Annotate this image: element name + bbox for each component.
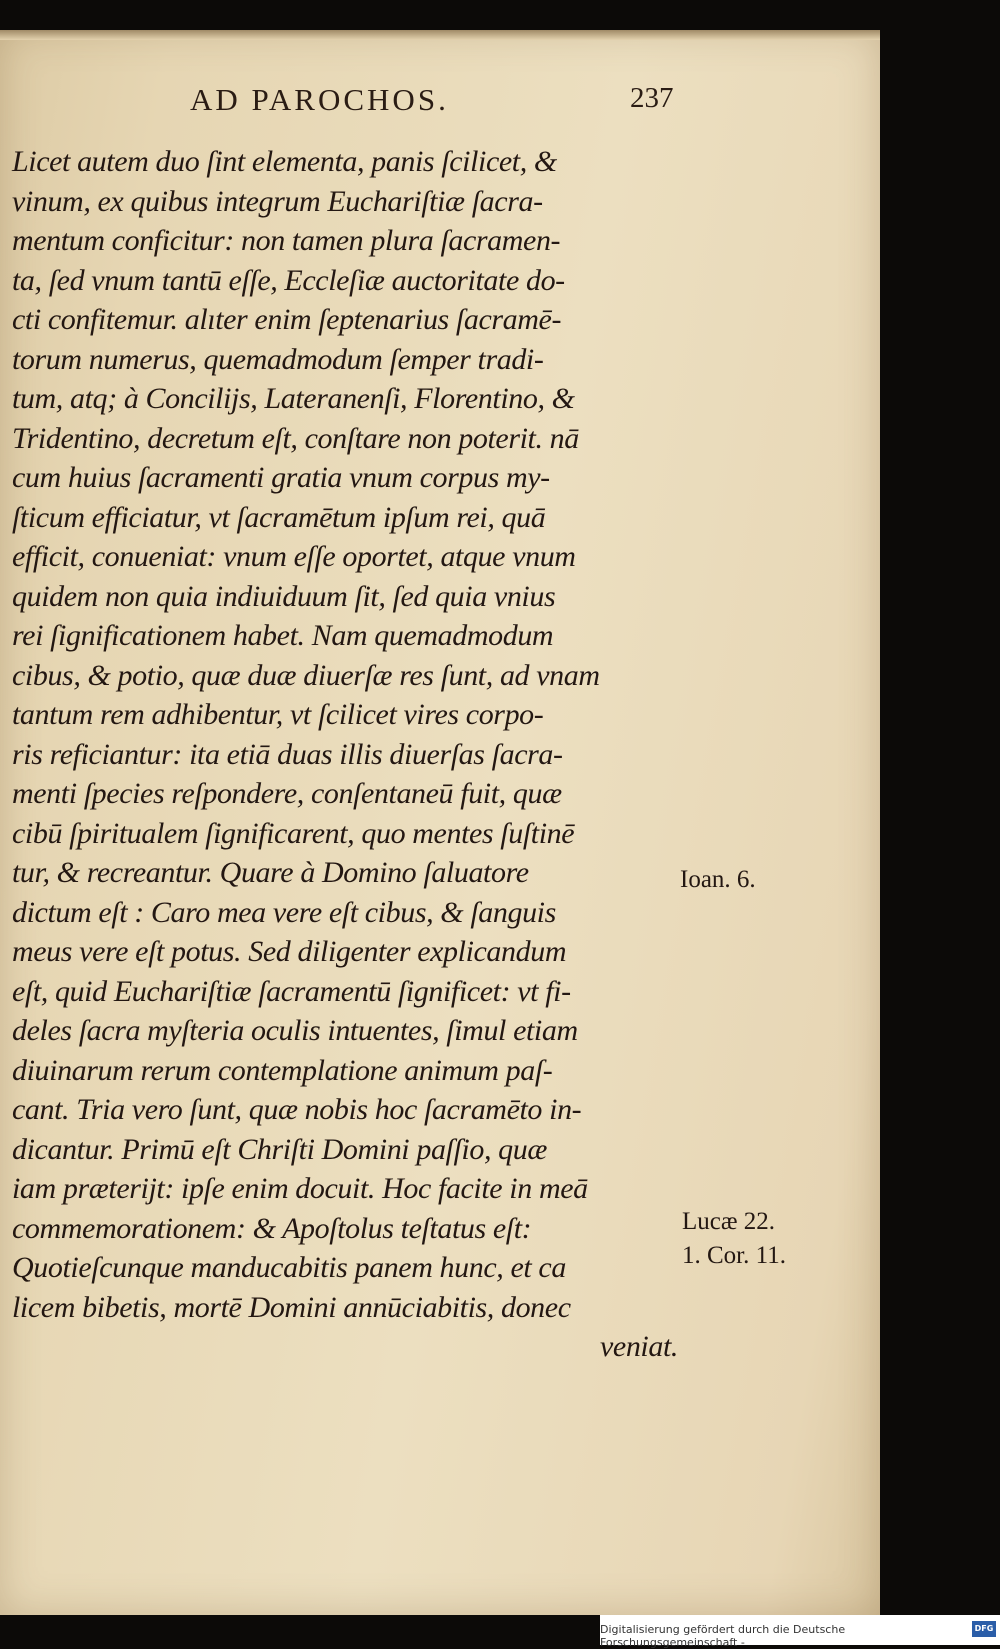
- footer-credit: Digitalisierung gefördert durch die Deutsche Forschungsgemeinschaft -: [600, 1623, 846, 1649]
- text-line: eſt, quid Euchariſtiæ ſacramentū ſignificet: vt fi-: [12, 974, 571, 1008]
- text-line: cum huius ſacramenti gratia vnum corpus my-: [12, 461, 550, 494]
- text-line: dictum eſt : Caro mea vere eſt cibus, & ſanguis: [12, 895, 556, 929]
- digitization-footer: [600, 1615, 1000, 1649]
- text-line: deles ſacra myſteria oculis intuentes, ſimul etiam: [12, 1014, 578, 1047]
- text-line: ta, ſed vnum tantū eſſe, Eccleſiæ auctoritate do-: [12, 263, 565, 297]
- text-line: Tridentino, decretum eſt, conſtare non poterit. nā: [12, 421, 579, 455]
- text-line: Licet autem duo ſint elementa, panis ſcilicet, &: [12, 145, 557, 178]
- text-line: dicantur. Primū eſt Chriſti Domini paſſio, quæ: [12, 1132, 547, 1166]
- margin-note-lucae: Lucæ 22.: [682, 1208, 776, 1235]
- text-line: commemorationem: & Apoſtolus teſtatus eſt:: [12, 1211, 532, 1245]
- text-line: mentum conficitur: non tamen plura ſacramen-: [12, 224, 561, 257]
- text-line: iam præterijt: ipſe enim docuit. Hoc facite in meā: [12, 1172, 588, 1205]
- body-text: [12, 142, 682, 1367]
- text-line: quidem non quia indiuiduum ſit, ſed quia vnius: [12, 579, 556, 613]
- text-line: tur, & recreantur. Quare à Domino ſaluatore: [12, 856, 529, 889]
- dfg-logo: DFG: [972, 1621, 996, 1637]
- margin-note-cor: 1. Cor. 11.: [682, 1242, 786, 1269]
- text-line: ſticum efficiatur, vt ſacramētum ipſum rei, quā: [12, 500, 546, 534]
- running-head: [0, 82, 880, 122]
- text-line: cti confitemur. alıter enim ſeptenarius ſacramē-: [12, 303, 562, 336]
- text-line: efficit, conueniat: vnum eſſe oportet, atque vnum: [12, 540, 576, 573]
- text-line: rei ſignificationem habet. Nam quemadmodum: [12, 619, 554, 652]
- text-line: licem bibetis, mortē Domini annūciabitis, donec: [12, 1290, 571, 1324]
- running-title: AD PAROCHOS.: [190, 82, 449, 117]
- book-page: [0, 30, 880, 1615]
- text-line: Quotieſcunque manducabitis panem hunc, et ca: [12, 1251, 566, 1284]
- text-line: vinum, ex quibus integrum Euchariſtiæ ſacra-: [12, 184, 543, 218]
- text-line: cibū ſpiritualem ſignificarent, quo mentes ſuſtinē: [12, 816, 575, 850]
- text-line: tum, atq; à Concilijs, Lateranenſi, Florentino, &: [12, 382, 575, 415]
- text-line: cibus, & potio, quæ duæ diuerſæ res ſunt, ad vnam: [12, 658, 600, 692]
- text-line: tantum rem adhibentur, vt ſcilicet vires corpo-: [12, 698, 544, 731]
- text-line: ris reficiantur: ita etiā duas illis diuerſas ſacra-: [12, 737, 563, 771]
- text-line: cant. Tria vero ſunt, quæ nobis hoc ſacramēto in-: [12, 1093, 582, 1126]
- text-line: menti ſpecies reſpondere, conſentaneū fuit, quæ: [12, 777, 562, 810]
- text-line: torum numerus, quemadmodum ſemper tradi-: [12, 342, 544, 376]
- margin-note-ioan: Ioan. 6.: [680, 866, 756, 893]
- page-top-edge: [0, 30, 880, 40]
- text-line: meus vere eſt potus. Sed diligenter explicandum: [12, 935, 567, 968]
- page-number: 237: [630, 82, 674, 114]
- text-line: diuinarum rerum contemplatione animum paſ-: [12, 1053, 553, 1087]
- text-line: veniat.: [599, 1330, 678, 1363]
